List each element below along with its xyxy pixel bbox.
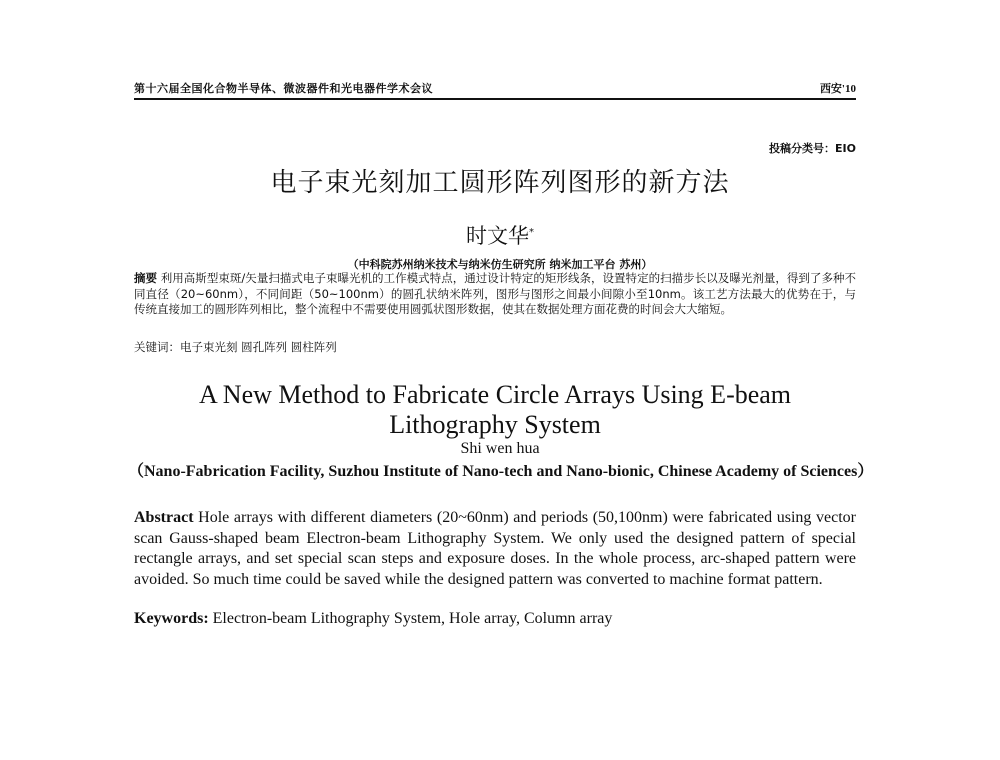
chinese-abstract [134, 271, 856, 318]
header-rule [134, 98, 856, 100]
running-header [134, 80, 856, 98]
chinese-keywords-label: 关键词： [134, 340, 180, 354]
chinese-author [0, 220, 1000, 250]
chinese-abstract-text: 利用高斯型束斑/矢量扫描式电子束曝光机的工作模式特点，通过设计特定的矩形线条，设置特定的扫描步长以及曝光剂量，得到了多种不同直径（20~60nm），不同间距（50~100nm）的圆孔状纳米阵列，图形与图形之间最小间隙小至10nm。该工艺方法最大的优势在于，与传统直接加工的圆形阵列相比，整个流程中不需要使用圆弧状图形数据，使其在数据处理方面花费的时间会大大缩短。 [134, 271, 857, 316]
english-affiliation: （Nano-Fabrication Facility, Suzhou Institute of Nano-tech and Nano-bionic, Chinese Academy of Sciences） [128, 463, 874, 480]
english-abstract [134, 508, 856, 590]
classification-number: 投稿分类号：EIO [769, 142, 856, 155]
chinese-author-name: 时文华 [466, 224, 529, 248]
english-author: Shi wen hua [460, 440, 540, 457]
conference-name: 第十六届全国化合物半导体、微波器件和光电器件学术会议 [134, 82, 433, 95]
english-abstract-label: Abstract [134, 509, 194, 526]
chinese-abstract-label: 摘要 [134, 271, 158, 285]
english-keywords-label: Keywords: [134, 610, 209, 627]
chinese-keywords-text: 电子束光刻 圆孔阵列 圆柱阵列 [180, 340, 337, 354]
chinese-affiliation: （中科院苏州纳米技术与纳米仿生研究所 纳米加工平台 苏州） [347, 258, 653, 271]
chinese-keywords [134, 339, 856, 355]
chinese-title: 电子束光刻加工圆形阵列图形的新方法 [270, 168, 730, 198]
conference-location-year: 西安'10 [819, 83, 856, 95]
english-keywords [134, 610, 856, 628]
english-title: A New Method to Fabricate Circle Arrays Using E-beam Lithography System [198, 380, 792, 439]
english-keywords-text: Electron-beam Lithography System, Hole array, Column array [212, 610, 613, 627]
author-footnote-mark: * [529, 227, 534, 238]
english-abstract-text: Hole arrays with different diameters (20~60nm) and periods (50,100nm) were fabricated using vector scan Gauss-shaped beam Electron-beam Lithography System. We only used the designed pattern of special rectangle arrays, and set special scan steps and exposure doses. In the whole process, arc-shaped pattern were avoided. So much time could be saved while the designed pattern was converted to machine format pattern. [134, 509, 856, 588]
